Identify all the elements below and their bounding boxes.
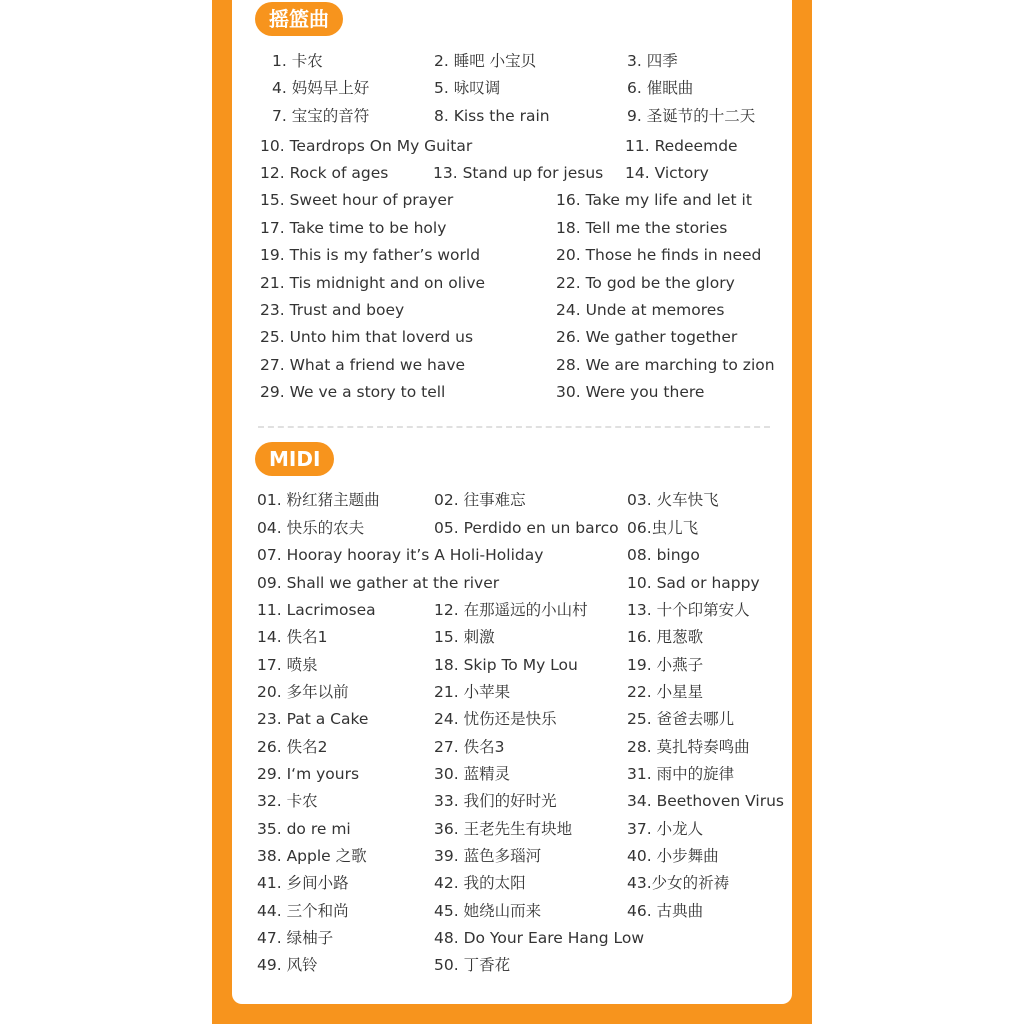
song-list-item: 22. 小星星 <box>627 683 704 701</box>
song-list-item: 50. 丁香花 <box>434 956 511 974</box>
song-list-item: 14. Victory <box>625 164 709 182</box>
song-list-item: 34. Beethoven Virus <box>627 792 784 810</box>
song-list-item: 48. Do Your Eare Hang Low <box>434 929 644 947</box>
song-list-item: 9. 圣诞节的十二天 <box>627 107 756 125</box>
song-list-item: 13. Stand up for jesus <box>433 164 604 182</box>
song-list-item: 17. Take time to be holy <box>260 219 447 237</box>
song-list-item: 37. 小龙人 <box>627 820 704 838</box>
song-list-item: 12. Rock of ages <box>260 164 389 182</box>
song-list-item: 4. 妈妈早上好 <box>272 79 370 97</box>
song-list-item: 24. Unde at memores <box>556 301 725 319</box>
song-list-item: 40. 小步舞曲 <box>627 847 719 865</box>
song-list-item: 16. 甩葱歌 <box>627 628 704 646</box>
song-list-item: 16. Take my life and let it <box>556 191 752 209</box>
song-list-item: 08. bingo <box>627 546 700 564</box>
song-list-item: 06.虫儿飞 <box>627 519 699 537</box>
song-list-item: 17. 喷泉 <box>257 656 318 674</box>
song-list-item: 30. 蓝精灵 <box>434 765 511 783</box>
song-list-item: 39. 蓝色多瑙河 <box>434 847 542 865</box>
song-list-item: 15. Sweet hour of prayer <box>260 191 454 209</box>
song-list-item: 28. We are marching to zion <box>556 356 775 374</box>
song-list-item: 04. 快乐的农夫 <box>257 519 365 537</box>
song-list-item: 32. 卡农 <box>257 792 318 810</box>
song-list-item: 1. 卡农 <box>272 52 323 70</box>
song-list-item: 03. 火车快飞 <box>627 491 719 509</box>
song-list-item: 25. 爸爸去哪儿 <box>627 710 735 728</box>
song-list-item: 42. 我的太阳 <box>434 874 526 892</box>
song-list-item: 6. 催眠曲 <box>627 79 694 97</box>
section-title-midi: MIDI <box>255 442 334 476</box>
song-list-item: 35. do re mi <box>257 820 351 838</box>
song-list-item: 49. 风铃 <box>257 956 318 974</box>
song-list-item: 19. This is my father’s world <box>260 246 481 264</box>
song-list-item: 27. What a friend we have <box>260 356 466 374</box>
song-list-item: 3. 四季 <box>627 52 678 70</box>
song-list-item: 11. Lacrimosea <box>257 601 376 619</box>
song-list-item: 45. 她绕山而来 <box>434 902 542 920</box>
song-list-item: 10. Teardrops On My Guitar <box>260 137 473 155</box>
song-list-item: 11. Redeemde <box>625 137 738 155</box>
song-list-item: 7. 宝宝的音符 <box>272 107 370 125</box>
song-list-item: 14. 佚名1 <box>257 628 328 646</box>
song-list-item: 15. 刺激 <box>434 628 495 646</box>
song-list-item: 07. Hooray hooray it’s A Holi-Holiday <box>257 546 544 564</box>
song-list-item: 44. 三个和尚 <box>257 902 349 920</box>
song-list-item: 38. Apple 之歌 <box>257 847 367 865</box>
song-list-item: 47. 绿柚子 <box>257 929 334 947</box>
song-list-item: 5. 咏叹调 <box>434 79 501 97</box>
song-list-item: 23. Trust and boey <box>260 301 405 319</box>
song-list-item: 18. Tell me the stories <box>556 219 728 237</box>
song-list-item: 43.少女的祈祷 <box>627 874 730 892</box>
song-list-item: 13. 十个印第安人 <box>627 601 750 619</box>
song-list-item: 25. Unto him that loverd us <box>260 328 474 346</box>
song-list-item: 2. 睡吧 小宝贝 <box>434 52 537 70</box>
song-list-item: 26. We gather together <box>556 328 738 346</box>
song-list-item: 31. 雨中的旋律 <box>627 765 735 783</box>
song-list-item: 23. Pat a Cake <box>257 710 369 728</box>
song-list-item: 05. Perdido en un barco <box>434 519 619 537</box>
song-list-item: 12. 在那遥远的小山村 <box>434 601 588 619</box>
song-list-item: 8. Kiss the rain <box>434 107 550 125</box>
song-list-item: 27. 佚名3 <box>434 738 505 756</box>
song-list-item: 02. 往事难忘 <box>434 491 526 509</box>
song-list-item: 19. 小燕子 <box>627 656 704 674</box>
song-list-item: 36. 王老先生有块地 <box>434 820 573 838</box>
song-list-item: 01. 粉红猪主题曲 <box>257 491 380 509</box>
song-list-item: 41. 乡间小路 <box>257 874 349 892</box>
song-list-item: 24. 忧伤还是快乐 <box>434 710 557 728</box>
song-list-item: 09. Shall we gather at the river <box>257 574 500 592</box>
song-list-item: 22. To god be the glory <box>556 274 735 292</box>
song-list-item: 26. 佚名2 <box>257 738 328 756</box>
section-title-cradle: 摇篮曲 <box>255 2 343 36</box>
song-list-item: 33. 我们的好时光 <box>434 792 557 810</box>
song-list-item: 10. Sad or happy <box>627 574 760 592</box>
song-list-item: 29. We ve a story to tell <box>260 383 446 401</box>
song-list-item: 18. Skip To My Lou <box>434 656 578 674</box>
song-list-item: 21. Tis midnight and on olive <box>260 274 486 292</box>
song-list-item: 28. 莫扎特奏鸣曲 <box>627 738 750 756</box>
song-list-item: 21. 小苹果 <box>434 683 511 701</box>
song-list-item: 20. Those he finds in need <box>556 246 762 264</box>
song-list-item: 29. I‘m yours <box>257 765 360 783</box>
song-list-item: 20. 多年以前 <box>257 683 349 701</box>
song-list-item: 46. 古典曲 <box>627 902 704 920</box>
song-list-item: 30. Were you there <box>556 383 705 401</box>
